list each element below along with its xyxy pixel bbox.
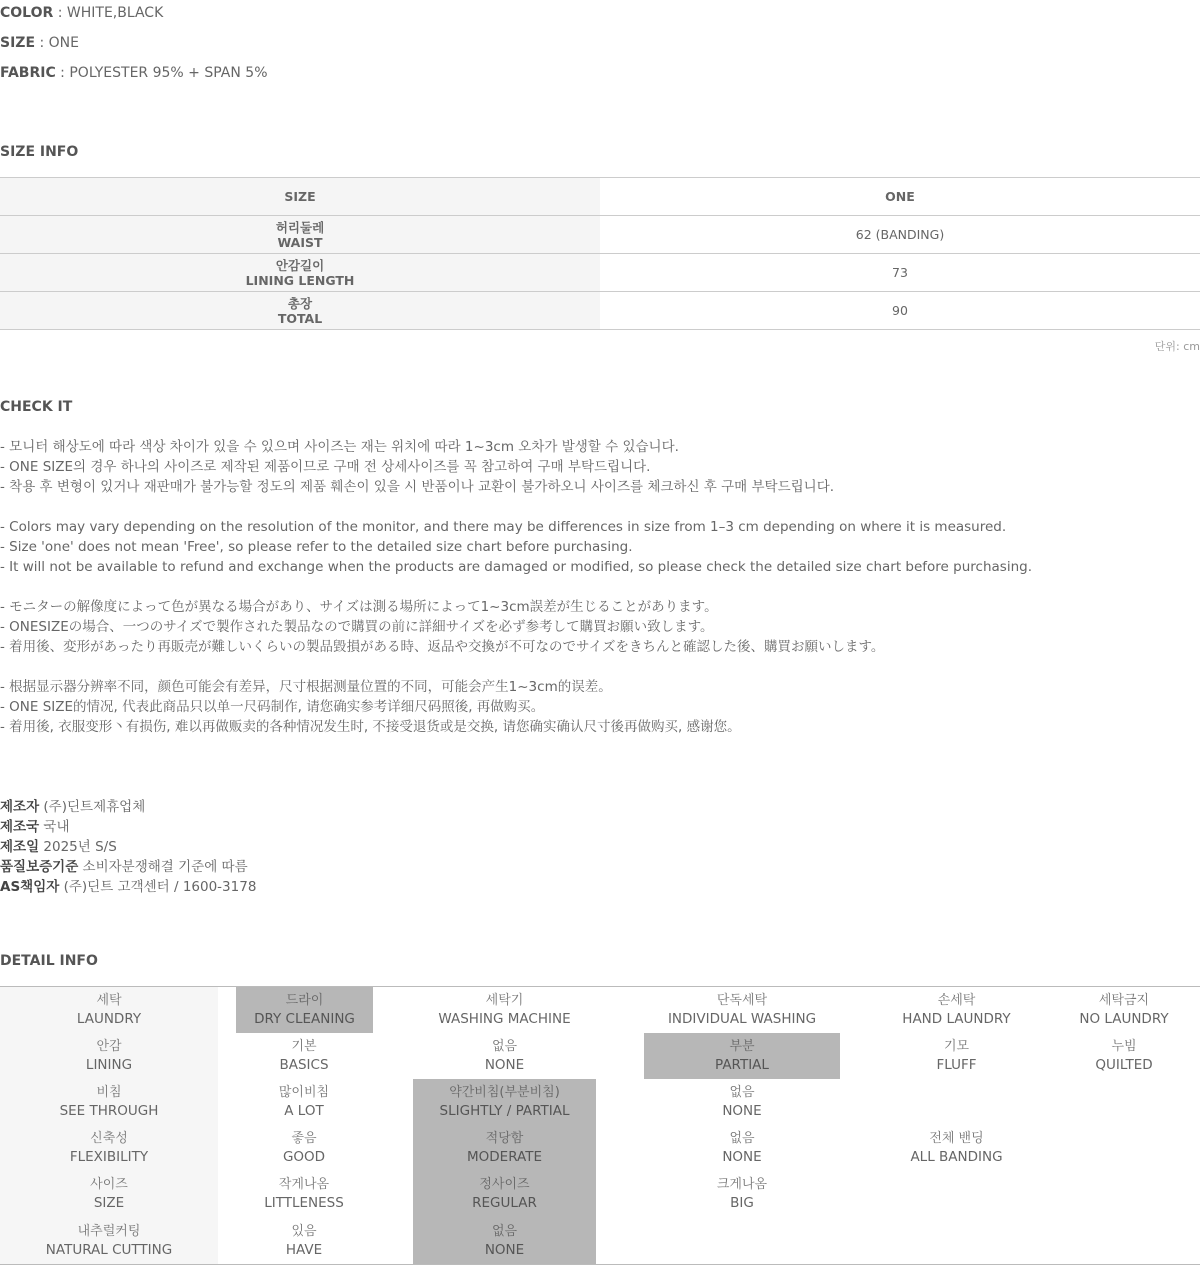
detail-option: 손세탁 HAND LAUNDRY [902, 993, 1011, 1027]
size-table-header-label: SIZE [0, 178, 600, 216]
detail-option-selected: 없음 NONE [413, 1217, 596, 1264]
size-line [0, 35, 79, 51]
note-line: - ONESIZEの場合、一つのサイズで製作された製品なので購買の前に詳細サイズを必ず参考して購買お願い致します。 [0, 619, 714, 635]
size-value: : ONE [35, 35, 79, 51]
detail-option: 없음 NONE [722, 1131, 762, 1165]
info-value: (주)딘트제휴업체 [39, 799, 146, 815]
note-line: - モニターの解像度によって色が異なる場合があり、サイズは測る場所によって1~3cm誤差が生じることがあります。 [0, 599, 718, 615]
note-line: - 모니터 해상도에 따라 색상 차이가 있을 수 있으며 사이즈는 재는 위치에 따라 1~3cm 오차가 발생할 수 있습니다. [0, 439, 679, 455]
color-line [0, 5, 163, 21]
detail-info-table [0, 986, 1200, 1265]
measure-label-ko: 안감길이 [275, 257, 325, 273]
note-line: - 着用後, 衣服变形丶有损伤, 难以再做贩卖的各种情况发生时, 不接受退货或是交换, 请您确实确认尺寸後再做购买, 感谢您。 [0, 719, 741, 735]
info-label: 제조일 [0, 839, 40, 855]
info-label: 품질보증기준 [0, 859, 79, 875]
measure-label-ko: 총장 [287, 295, 313, 311]
detail-row-header: 비침 SEE THROUGH [0, 1079, 218, 1125]
note-line: - 着用後、変形があったり再販売が難しいくらいの製品毀損がある時、返品や交換が不可なのでサイズをきちんと確認した後、購買お願いします。 [0, 639, 885, 655]
detail-option: 없음 NONE [484, 1039, 525, 1073]
unit-note: 단위: cm [1154, 340, 1200, 353]
info-label: AS책임자 [0, 879, 60, 895]
detail-option: 크게나옴 BIG [716, 1177, 768, 1211]
info-label: 제조자 [0, 799, 40, 815]
note-line: - It will not be available to refund and exchange when the products are damaged or modified, so please check the detailed size chart before purchasing. [0, 559, 1032, 575]
detail-row-header: 안감 LINING [0, 1033, 218, 1079]
measure-value: 73 [600, 254, 1200, 292]
size-info-heading: SIZE INFO [0, 144, 79, 160]
size-table-header-value: ONE [600, 178, 1200, 216]
detail-option: 없음 NONE [722, 1085, 762, 1119]
detail-option: 좋음 GOOD [282, 1131, 326, 1165]
fabric-line [0, 65, 268, 81]
detail-option-selected: 약간비침(부분비침) SLIGHTLY / PARTIAL [413, 1079, 596, 1125]
check-it-heading: CHECK IT [0, 399, 73, 415]
detail-option: 전체 밴딩 ALL BANDING [910, 1131, 1003, 1165]
detail-option: 작게나옴 LITTLENESS [264, 1177, 344, 1211]
detail-option: 세탁기 WASHING MACHINE [438, 993, 571, 1027]
check-it-notes [0, 437, 1032, 737]
detail-option-selected: 드라이 DRY CLEANING [236, 987, 373, 1033]
info-line [0, 857, 256, 877]
color-value: : WHITE,BLACK [53, 5, 164, 21]
size-label: SIZE [0, 35, 36, 51]
info-value: (주)딘트 고객센터 / 1600-3178 [59, 879, 257, 895]
note-line: - ONE SIZE的情况, 代表此商品只以单一尺码制作, 请您确实参考详细尺码照後, 再做购买。 [0, 699, 545, 715]
measure-value: 90 [600, 292, 1200, 330]
manufacturer-info [0, 797, 256, 897]
measure-label-en: TOTAL [277, 310, 323, 326]
info-line [0, 877, 256, 897]
size-table-row [0, 216, 1200, 254]
fabric-label: FABRIC [0, 65, 56, 81]
detail-option-selected: 부분 PARTIAL [644, 1033, 840, 1079]
size-table-row [0, 292, 1200, 330]
info-line [0, 817, 256, 837]
info-value: 2025년 S/S [39, 839, 117, 855]
note-line: - Size 'one' does not mean 'Free', so please refer to the detailed size chart before purchasing. [0, 539, 633, 555]
info-line [0, 797, 256, 817]
measure-label-en: LINING LENGTH [245, 272, 355, 288]
detail-row-header: 내추럴커팅 NATURAL CUTTING [0, 1217, 218, 1264]
note-line: - ONE SIZE의 경우 하나의 사이즈로 제작된 제품이므로 구매 전 상세사이즈를 꼭 참고하여 구매 부탁드립니다. [0, 459, 651, 475]
size-table-header-row [0, 178, 1200, 216]
info-line [0, 837, 256, 857]
fabric-value: : POLYESTER 95% + SPAN 5% [55, 65, 268, 81]
detail-option: 누빔 QUILTED [1095, 1039, 1153, 1073]
detail-option: 많이비침 A LOT [278, 1085, 330, 1119]
detail-row-header: 신축성 FLEXIBILITY [0, 1125, 218, 1171]
info-label: 제조국 [0, 819, 40, 835]
detail-option: 기본 BASICS [279, 1039, 329, 1073]
detail-option-selected: 적당함 MODERATE [413, 1125, 596, 1171]
color-label: COLOR [0, 5, 54, 21]
info-value: 국내 [39, 819, 70, 835]
detail-option: 세탁금지 NO LAUNDRY [1079, 993, 1169, 1027]
detail-row-header: 세탁 LAUNDRY [0, 987, 218, 1033]
detail-row-header: 사이즈 SIZE [0, 1171, 218, 1217]
measure-label-en: WAIST [277, 234, 323, 250]
detail-info-heading: DETAIL INFO [0, 953, 98, 969]
note-line: - 착용 후 변형이 있거나 재판매가 불가능할 정도의 제품 훼손이 있을 시 반품이나 교환이 불가하오니 사이즈를 체크하신 후 구매 부탁드립니다. [0, 479, 835, 495]
note-line: - Colors may vary depending on the resolution of the monitor, and there may be differences in size from 1–3 cm depending on where it is measured. [0, 519, 1007, 535]
measure-value: 62 (BANDING) [600, 216, 1200, 254]
measure-label-ko: 허리둘레 [275, 219, 325, 235]
detail-option: 단독세탁 INDIVIDUAL WASHING [667, 993, 817, 1027]
detail-option-selected: 정사이즈 REGULAR [413, 1171, 596, 1217]
info-value: 소비자분쟁해결 기준에 따름 [78, 859, 248, 875]
size-table-row [0, 254, 1200, 292]
detail-option: 있음 HAVE [285, 1224, 323, 1258]
size-table [0, 177, 1200, 330]
note-line: - 根据显示器分辨率不同，颜色可能会有差异，尺寸根据测量位置的不同，可能会产生1~3cm的误差。 [0, 679, 612, 695]
detail-option: 기모 FLUFF [936, 1039, 977, 1073]
